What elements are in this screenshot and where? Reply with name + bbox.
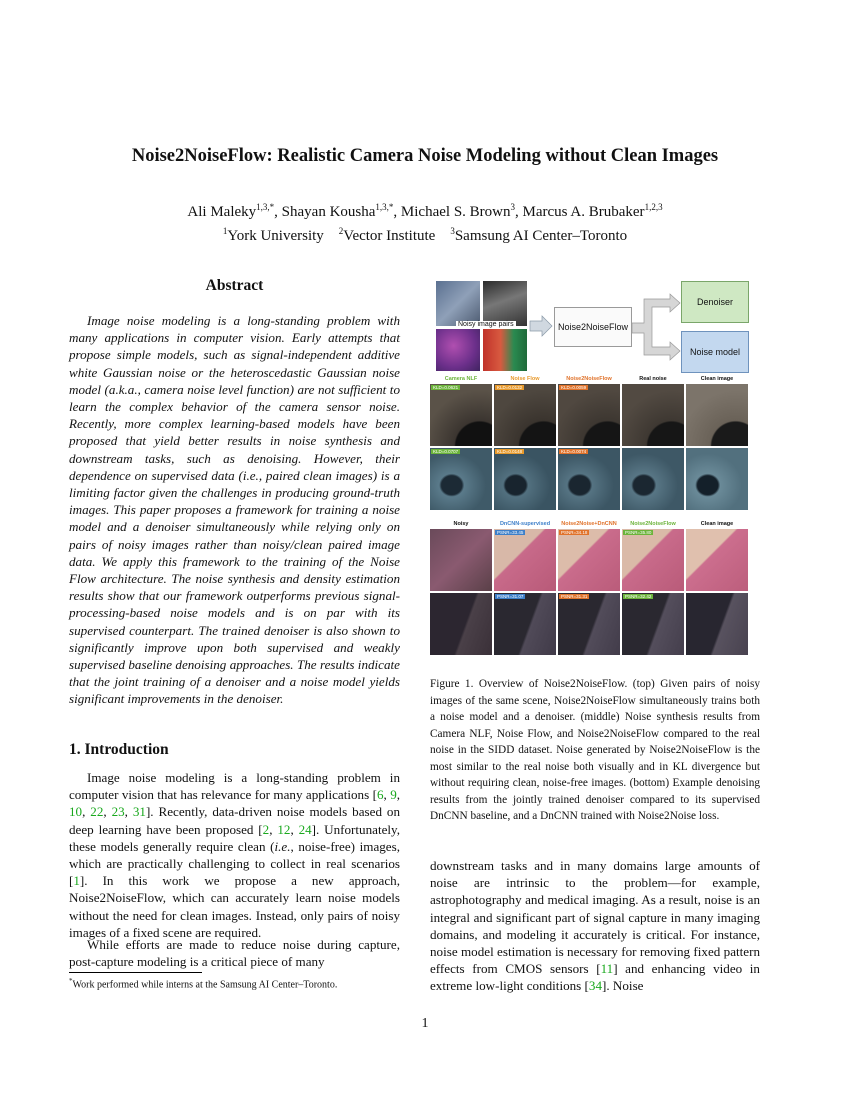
right-column-paragraph: downstream tasks and in many domains large amounts of noise are intrinsic to the problem—for example, astrophotography and medical imaging. As a result, noise is an integral and significant part of signal capture in many imaging domains, and modeling it accurately is critical. For instance, noise model estimation is necessary for removing fixed pattern effects from CMOS sensors [11] and enhancing video in extreme low-light conditions [34]. Noise bbox=[430, 858, 760, 994]
bot-header-noisy: Noisy bbox=[453, 521, 469, 527]
citation-link[interactable]: 11 bbox=[600, 961, 614, 977]
citation-link[interactable]: 24 bbox=[298, 821, 312, 837]
mid-tile-r1-3 bbox=[558, 384, 620, 446]
kld-tag: KLD=0.0148 bbox=[497, 449, 523, 454]
footnote-rule bbox=[69, 972, 202, 973]
bot-tile-r1-3 bbox=[558, 529, 620, 591]
noisy-pairs-label: Noisy image pairs bbox=[458, 321, 514, 328]
figure-caption: Figure 1. Overview of Noise2NoiseFlow. (top) Given pairs of noisy images of the same scene, Noise2NoiseFlow simultaneously trains both a noise model and a denoiser. (middle) Noise synthesis results from Camera NLF, Noise Flow, and Noise2NoiseFlow compared to the real noise in the SIDD dataset. Noise generated by Noise2NoiseFlow is the most similar to the real noise both visually and in KL divergence but without requiring clean, noise-free images. (bottom) Example denoising results from the jointly trained denoiser compared to its supervised DnCNN baseline, and a DnCNN trained with Noise2Noise loss. bbox=[430, 678, 760, 822]
kld-tag: KLD=0.0074 bbox=[561, 449, 587, 454]
mid-header-noise-flow: Noise Flow bbox=[510, 376, 540, 382]
citation-link[interactable]: 1 bbox=[73, 873, 80, 889]
citation-link[interactable]: 9 bbox=[390, 787, 397, 803]
intro-heading: 1. Introduction bbox=[69, 741, 169, 758]
psnr-tag: PSNR=34.18 bbox=[561, 530, 588, 535]
bot-tile-r1-5 bbox=[686, 529, 748, 591]
bot-header-n2n-dncnn: Noise2Noise+DnCNN bbox=[561, 521, 617, 527]
mid-tile-r1-2 bbox=[494, 384, 556, 446]
paper-title: Noise2NoiseFlow: Realistic Camera Noise Modeling without Clean Images bbox=[131, 146, 719, 166]
figure-1 bbox=[430, 279, 760, 659]
mid-tile-r2-5 bbox=[686, 448, 748, 510]
footnote: *Work performed while interns at the Samsung AI Center–Toronto. bbox=[69, 977, 338, 991]
bot-tile-r2-2 bbox=[494, 593, 556, 655]
page-number: 1 bbox=[421, 1016, 429, 1031]
bot-tile-r1-1 bbox=[430, 529, 492, 591]
affiliations: $^1$York University $^2$Vector Institute $^3$Samsung AI Center–Toronto bbox=[222, 226, 628, 244]
kld-tag: KLD=0.0621 bbox=[433, 385, 459, 390]
citation-link[interactable]: 10 bbox=[69, 804, 83, 820]
citation-link[interactable]: 6 bbox=[376, 787, 384, 803]
citation-link[interactable]: 23 bbox=[111, 804, 125, 820]
bot-header-clean-image: Clean image bbox=[700, 521, 734, 527]
mid-tile-r1-1 bbox=[430, 384, 492, 446]
citation-link[interactable]: 22 bbox=[90, 804, 104, 820]
citation-link[interactable]: 31 bbox=[132, 804, 146, 820]
bot-tile-r1-2 bbox=[494, 529, 556, 591]
bot-tile-r2-3 bbox=[558, 593, 620, 655]
abstract-text: Image noise modeling is a long-standing problem with many applications in computer vision. Early attempts that propose simple models, such as signal-independent additive white Gaussian noise or the heteroscedastic Gaussian noise model (a.k.a., camera noise level function) are not sufficient to learn the complex behavior of the camera sensor noise. Recently, more complex learning-based models have been proposed that yield better results in noise synthesis and downstream tasks, such as denoising. However, their dependence on supervised data (i.e., paired clean images) is a limiting factor given the challenges in producing ground-truth images. This paper proposes a framework for training a noise model and a denoiser simultaneously while relying only on pairs of noisy images rather than noisy/clean paired image data. We apply this framework to the training of the Noise Flow architecture. The noise synthesis and density estimation results show that our framework outperforms previous signal-processing-based noise models and is on par with its supervised counterpart. The trained denoiser is also shown to significantly improve upon both supervised and weakly supervised baseline denoising approaches. The results indicate that the joint training of a denoiser and a noise model yields significant improvements in the denoiser. bbox=[69, 313, 400, 707]
intro-paragraph-2: While efforts are made to reduce noise during capture, post-capture modeling is a critical piece of many bbox=[69, 937, 400, 970]
citation-link[interactable]: 2 bbox=[262, 821, 270, 837]
bot-header-noise2noiseflow: Noise2NoiseFlow bbox=[630, 521, 676, 527]
abstract-heading: Abstract bbox=[205, 277, 264, 294]
kld-tag: KLD=0.0707 bbox=[433, 449, 459, 454]
author-names: Ali Maleky$^{1,3,*}$, Shayan Kousha$^{1,3,*}$, Michael S. Brown$^3$, Marcus A. Brubaker$^{1,2,3}$ bbox=[187, 202, 663, 220]
mid-header-noise2noiseflow: Noise2NoiseFlow bbox=[566, 376, 612, 382]
psnr-tag: PSNR=31.31 bbox=[561, 594, 588, 599]
bot-tile-r1-4 bbox=[622, 529, 684, 591]
bot-tile-r2-1 bbox=[430, 593, 492, 655]
mid-tile-r1-5 bbox=[686, 384, 748, 446]
psnr-tag: PSNR=35.80 bbox=[625, 530, 652, 535]
psnr-tag: PSNR=32.42 bbox=[625, 594, 652, 599]
noise-model-box: Noise model bbox=[681, 331, 749, 373]
kld-tag: KLD=0.0132 bbox=[497, 385, 523, 390]
denoiser-box: Denoiser bbox=[681, 281, 749, 323]
bot-tile-r2-4 bbox=[622, 593, 684, 655]
citation-link[interactable]: 12 bbox=[277, 821, 291, 837]
bot-header-dncnn-supervised: DnCNN-supervised bbox=[499, 521, 551, 527]
mid-tile-r2-2 bbox=[494, 448, 556, 510]
psnr-tag: PSNR=33.45 bbox=[497, 530, 524, 535]
mid-header-camera-nlf: Camera NLF bbox=[444, 376, 478, 382]
mid-tile-r1-4 bbox=[622, 384, 684, 446]
psnr-tag: PSNR=31.07 bbox=[497, 594, 524, 599]
bot-tile-r2-5 bbox=[686, 593, 748, 655]
mid-tile-r2-3 bbox=[558, 448, 620, 510]
kld-tag: KLD=0.0059 bbox=[561, 385, 587, 390]
citation-link[interactable]: 34 bbox=[588, 978, 603, 994]
mid-header-clean-image: Clean image bbox=[700, 376, 734, 382]
intro-paragraph-1: Image noise modeling is a long-standing problem in computer vision that has relevance for many applications [6, 9, 10, 22, 23, 31]. Recently, data-driven noise models based on deep learning have been proposed [2, 12, 24]. Unfortunately, these models generally require clean (i.e., noise-free) images, which are practically challenging to collect in real scenarios [1]. In this work we propose a new approach, Noise2NoiseFlow, which can accurately learn noise models without the need for clean images. Instead, only pairs of noisy images of a fixed scene are required. bbox=[69, 770, 401, 940]
mid-header-real-noise: Real noise bbox=[639, 376, 667, 382]
mid-tile-r2-4 bbox=[622, 448, 684, 510]
noise2noiseflow-box: Noise2NoiseFlow bbox=[554, 307, 632, 347]
mid-tile-r2-1 bbox=[430, 448, 492, 510]
author-block bbox=[0, 198, 850, 246]
